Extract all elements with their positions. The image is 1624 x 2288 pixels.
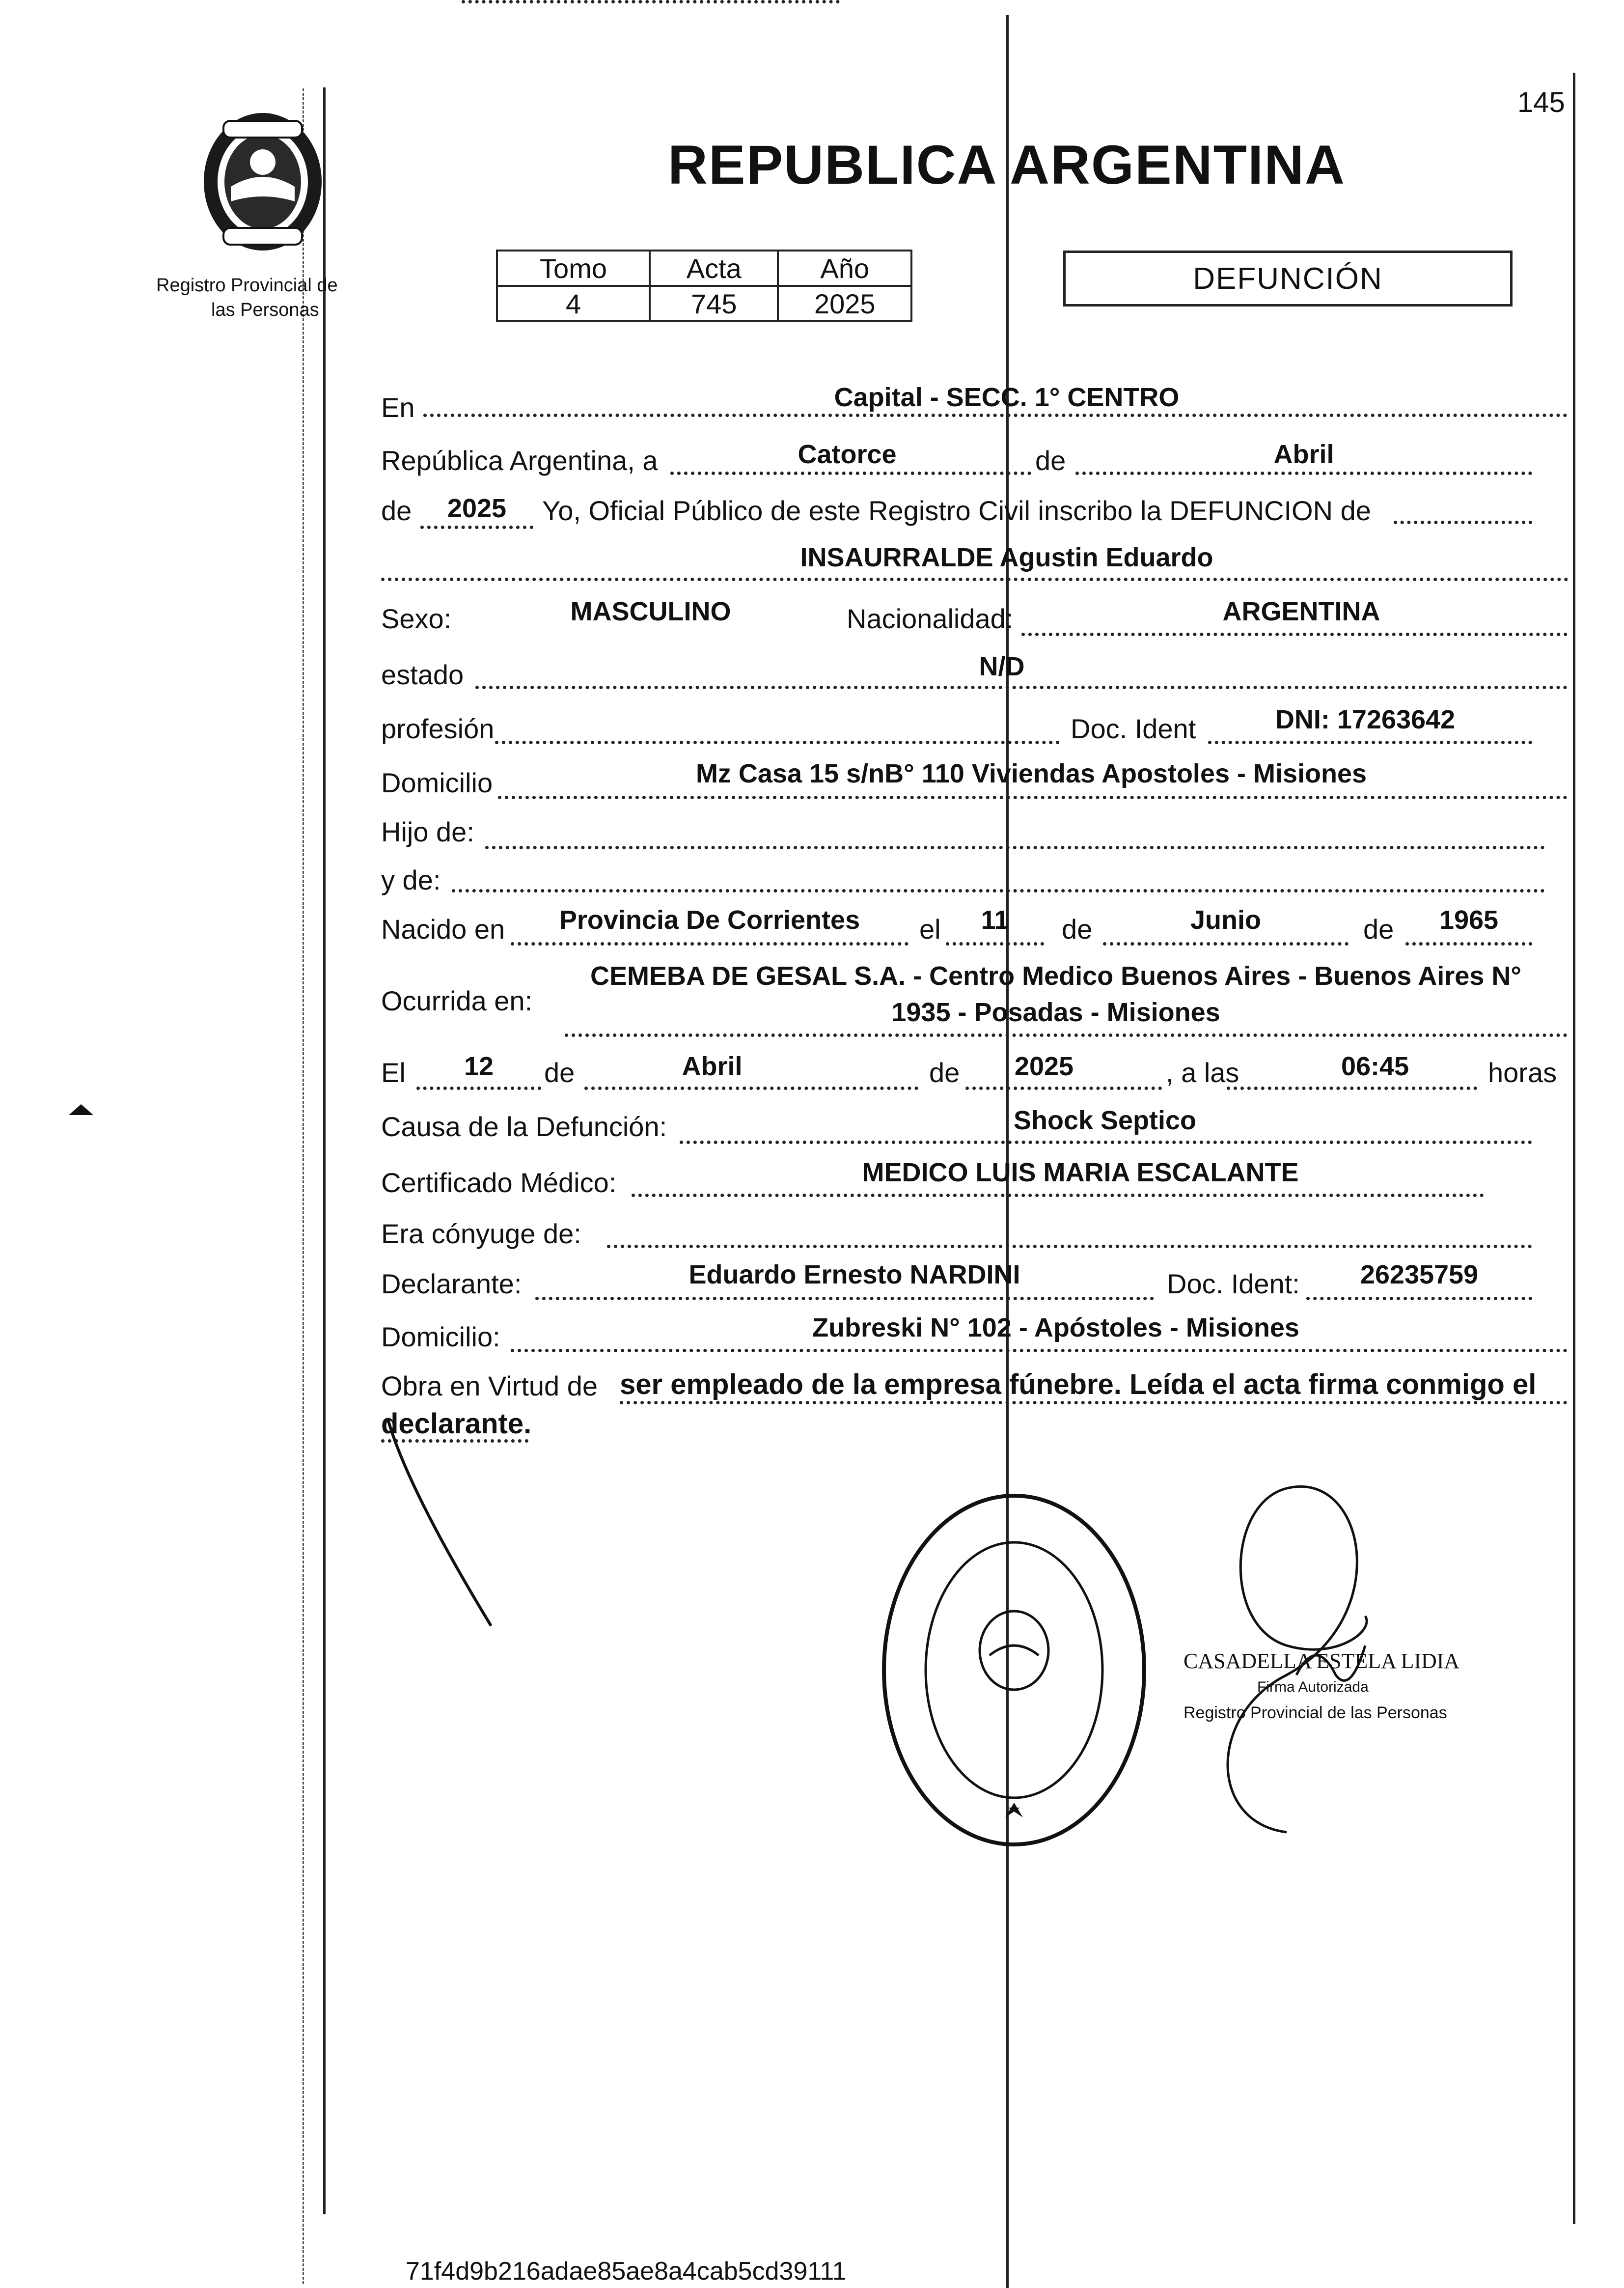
def-anio-value: 2025 <box>1014 1052 1074 1081</box>
nacionalidad-value: ARGENTINA <box>1222 597 1380 626</box>
de-label: de <box>544 1057 575 1088</box>
closing-stroke-icon <box>378 1415 506 1631</box>
declarante-line <box>535 1297 1154 1300</box>
obra-line <box>620 1401 1568 1404</box>
hijo-label: Hijo de: <box>381 816 474 847</box>
deceased-name: INSAURRALDE Agustin Eduardo <box>800 543 1213 572</box>
hora-value: 06:45 <box>1341 1052 1409 1081</box>
signer-name: CASADELLA ESTELA LIDIA <box>1184 1649 1460 1673</box>
def-anio-line <box>965 1087 1162 1090</box>
doc-ident2-label: Doc. Ident: <box>1167 1268 1300 1299</box>
causa-line <box>680 1141 1532 1144</box>
causa-value: Shock Septico <box>1013 1106 1197 1135</box>
obra-value-line2: declarante. <box>381 1408 532 1440</box>
nacido-value: Provincia De Corrientes <box>559 905 860 935</box>
nombre-line <box>381 578 1569 581</box>
nacionalidad-line <box>1021 633 1568 636</box>
ocurrida-line <box>565 1033 1568 1037</box>
record-table-header: Acta <box>650 251 778 286</box>
de-label: de <box>1035 445 1066 476</box>
declarante-value: Eduardo Ernesto NARDINI <box>688 1260 1020 1289</box>
def-dia-line <box>416 1087 541 1090</box>
dia-value: Catorce <box>798 440 897 469</box>
obra-value-line1: ser empleado de la empresa fúnebre. Leída el acta firma conmigo el <box>620 1368 1537 1400</box>
domicilio2-value: Zubreski N° 102 - Apóstoles - Misiones <box>812 1313 1299 1342</box>
doc-ident2-line <box>1306 1297 1532 1300</box>
republica-label: República Argentina, a <box>381 445 658 476</box>
margin-mark-icon <box>66 1100 96 1120</box>
provincia-de-misiones-seal-icon <box>194 108 331 255</box>
en-line <box>423 414 1568 417</box>
center-fold-line <box>1006 15 1009 2288</box>
estado-line <box>475 686 1568 689</box>
record-table-cell: 745 <box>650 286 778 321</box>
mes-value: Abril <box>1273 440 1334 469</box>
causa-label: Causa de la Defunción: <box>381 1111 667 1142</box>
ocurrida-line1: CEMEBA DE GESAL S.A. - Centro Medico Buenos Aires - Buenos Aires N° <box>590 961 1521 991</box>
de-label: de <box>381 495 412 526</box>
binding-dashed-line <box>303 88 304 2284</box>
conyuge-line <box>607 1245 1532 1248</box>
profesion-line <box>495 741 1060 744</box>
def-mes-line <box>584 1087 918 1090</box>
yde-label: y de: <box>381 865 441 895</box>
el-label: El <box>381 1057 406 1088</box>
sexo-label: Sexo: <box>381 603 452 634</box>
nac-anio-value: 1965 <box>1439 905 1499 935</box>
nacido-line <box>511 942 908 946</box>
record-type-box <box>1063 251 1513 307</box>
right-margin-line <box>1573 73 1575 2224</box>
certificado-value: MEDICO LUIS MARIA ESCALANTE <box>862 1158 1299 1187</box>
nacionalidad-label: Nacionalidad: <box>847 603 1014 634</box>
certificado-line <box>632 1194 1484 1197</box>
record-table-value-row <box>497 286 911 321</box>
domicilio2-line <box>511 1349 1568 1352</box>
registry-name-line1: Registro Provincial de <box>156 275 338 296</box>
record-table-header-row <box>497 251 911 286</box>
ocurrida-line2: 1935 - Posadas - Misiones <box>891 998 1220 1027</box>
page-number: 145 <box>1517 86 1565 118</box>
nac-dia-value: 11 <box>981 905 1009 935</box>
nac-mes-line <box>1103 942 1349 946</box>
oficial-line <box>1394 521 1532 524</box>
record-table-cell: 2025 <box>778 286 911 321</box>
de-label: de <box>929 1057 960 1088</box>
signer-line3: Registro Provincial de las Personas <box>1184 1703 1447 1722</box>
yde-line <box>452 889 1545 893</box>
hora-line <box>1227 1087 1477 1090</box>
left-margin-line <box>323 87 326 2214</box>
record-type: DEFUNCIÓN <box>1193 261 1383 296</box>
en-value: Capital - SECC. 1° CENTRO <box>834 383 1180 412</box>
doc-ident2-value: 26235759 <box>1360 1260 1479 1289</box>
el-label: el <box>919 914 941 945</box>
doc-ident-value: DNI: 17263642 <box>1275 705 1456 734</box>
profesion-label: profesión <box>381 713 495 744</box>
oficial-text: Yo, Oficial Público de este Registro Civil inscribo la DEFUNCION de <box>542 495 1371 526</box>
registry-name-line2: las Personas <box>211 300 319 320</box>
doc-ident-label: Doc. Ident <box>1071 713 1196 744</box>
registry-seal-stamp-icon <box>877 1488 1152 1852</box>
sexo-line <box>462 0 840 3</box>
domicilio-label: Domicilio <box>381 767 493 798</box>
doc-ident-line <box>1208 741 1532 744</box>
certificado-label: Certificado Médico: <box>381 1167 617 1198</box>
declarante-label: Declarante: <box>381 1268 522 1299</box>
record-table-header: Tomo <box>497 251 650 286</box>
nac-mes-value: Junio <box>1190 905 1261 935</box>
def-mes-value: Abril <box>682 1052 743 1081</box>
en-label: En <box>381 392 415 423</box>
page-title: REPUBLICA ARGENTINA <box>668 134 1346 195</box>
horas-label: horas <box>1488 1057 1557 1088</box>
sexo-value: MASCULINO <box>570 597 731 626</box>
alas-label: , a las <box>1166 1057 1239 1088</box>
nac-dia-line <box>946 942 1044 946</box>
document-hash: 71f4d9b216adae85ae8a4cab5cd39111 <box>406 2257 847 2286</box>
record-table-cell: 4 <box>497 286 650 321</box>
nacido-label: Nacido en <box>381 914 505 945</box>
dia-line <box>670 472 1031 475</box>
anio-value: 2025 <box>447 494 507 523</box>
hijo-line <box>485 846 1545 849</box>
record-table-header: Año <box>778 251 911 286</box>
obra-label: Obra en Virtud de <box>381 1370 598 1401</box>
anio-line <box>420 526 533 529</box>
domicilio-line <box>498 796 1568 799</box>
ocurrida-label: Ocurrida en: <box>381 985 533 1016</box>
domicilio-value: Mz Casa 15 s/nB° 110 Viviendas Apostoles - Misiones <box>695 759 1367 788</box>
def-dia-value: 12 <box>464 1052 494 1081</box>
nac-anio-line <box>1405 942 1532 946</box>
de-label: de <box>1062 914 1093 945</box>
signer-line2: Firma Autorizada <box>1257 1679 1369 1695</box>
de-label: de <box>1363 914 1394 945</box>
mes-line <box>1075 472 1532 475</box>
estado-label: estado <box>381 659 464 690</box>
record-table <box>496 250 912 322</box>
estado-value: N/D <box>979 652 1025 681</box>
conyuge-label: Era cónyuge de: <box>381 1218 581 1249</box>
domicilio2-label: Domicilio: <box>381 1321 500 1352</box>
